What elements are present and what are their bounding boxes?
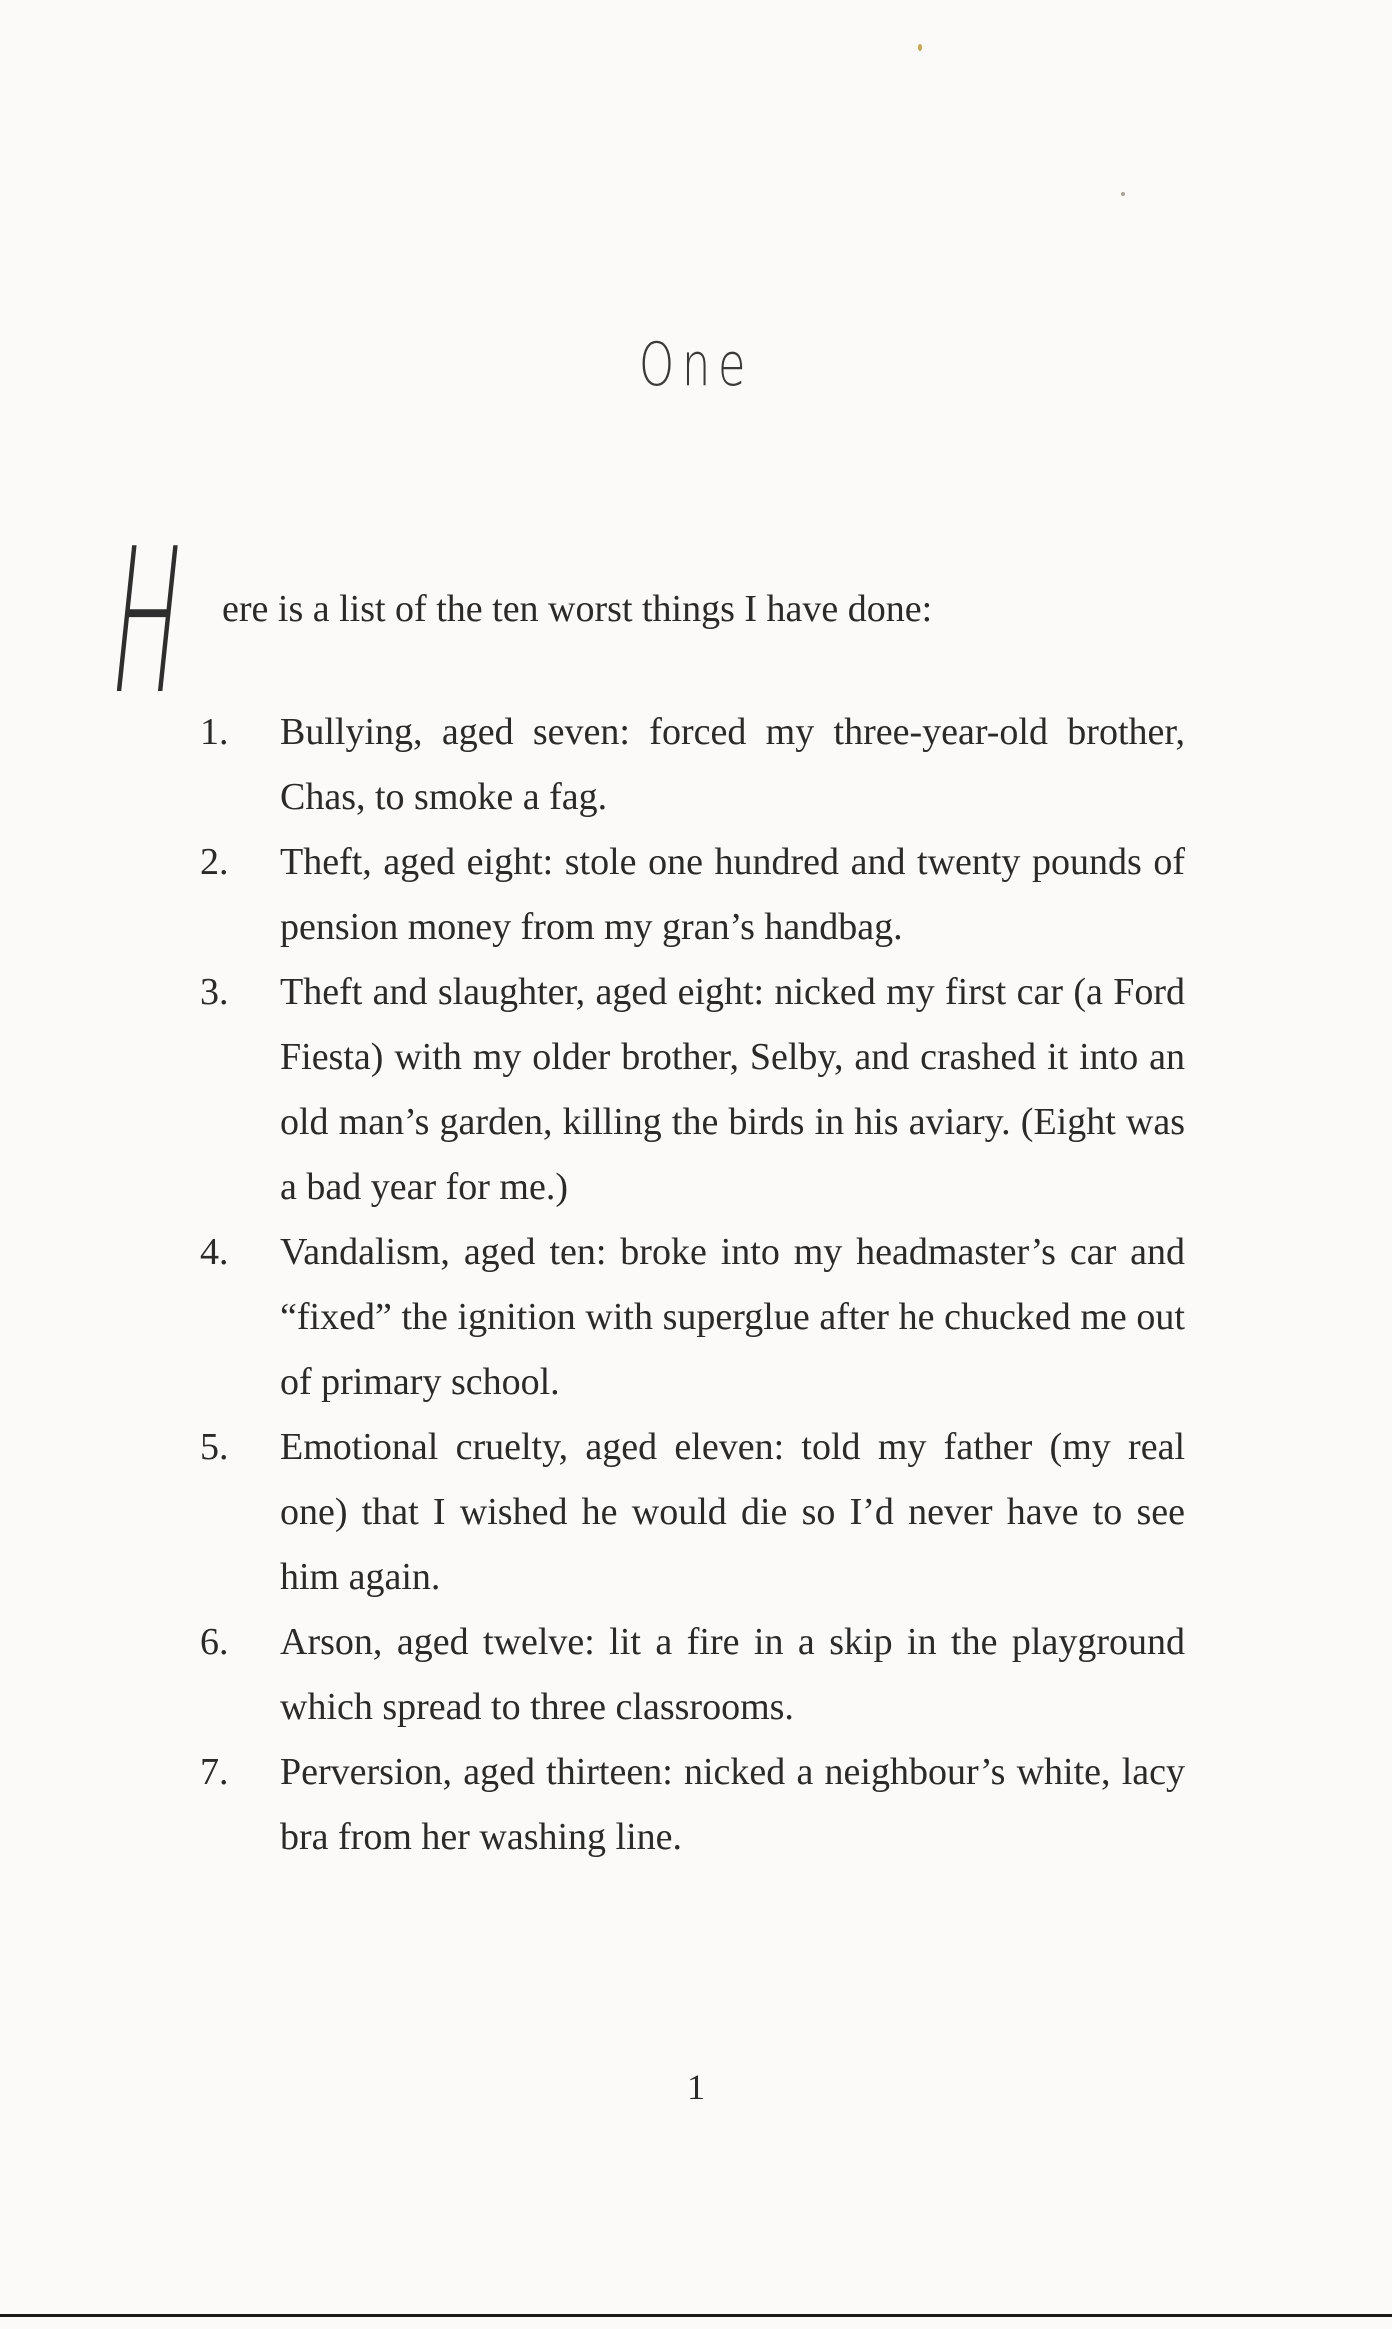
paper-speck — [918, 44, 922, 51]
list-item-number: 3. — [200, 971, 229, 1013]
list-item — [200, 700, 1185, 830]
bottom-edge-rule — [0, 2314, 1392, 2317]
list-item — [200, 960, 1185, 1220]
list-item — [200, 1610, 1185, 1740]
list-item-text: Vandalism, aged ten: broke into my headmaster’s car and “fixed” the ignition with superglue after he chucked me out of primary school. — [280, 1231, 1185, 1403]
page-number: 1 — [687, 2067, 705, 2107]
intro-line: ere is a list of the ten worst things I have done: — [222, 588, 933, 630]
list-item-number: 1. — [200, 711, 229, 753]
list-item-number: 7. — [200, 1751, 229, 1793]
list-item-text: Emotional cruelty, aged eleven: told my father (my real one) that I wished he would die so I’d never have to see him again. — [280, 1426, 1185, 1598]
list-item-text: Perversion, aged thirteen: nicked a neighbour’s white, lacy bra from her washing line. — [280, 1751, 1185, 1858]
list-item — [200, 1220, 1185, 1415]
list-item-number: 6. — [200, 1621, 229, 1663]
list-item — [200, 1740, 1185, 1870]
worst-things-list — [200, 700, 1185, 1870]
list-item-text: Theft, aged eight: stole one hundred and twenty pounds of pension money from my gran’s handbag. — [280, 841, 1185, 948]
list-item — [200, 1415, 1185, 1610]
list-item-text: Arson, aged twelve: lit a fire in a skip in the playground which spread to three classrooms. — [280, 1621, 1185, 1728]
list-item-text: Bullying, aged seven: forced my three-year-old brother, Chas, to smoke a fag. — [280, 711, 1185, 818]
list-item-text: Theft and slaughter, aged eight: nicked my first car (a Ford Fiesta) with my older brother, Selby, and crashed it into an old man’s garden, killing the birds in his aviary. (Eight was a bad year for me.) — [280, 971, 1185, 1208]
drop-cap: H — [100, 506, 193, 739]
list-item-number: 4. — [200, 1231, 229, 1273]
list-item — [200, 830, 1185, 960]
paper-speck — [1121, 192, 1125, 196]
list-item-number: 5. — [200, 1426, 229, 1468]
list-item-number: 2. — [200, 841, 229, 883]
chapter-title: One — [638, 330, 754, 400]
